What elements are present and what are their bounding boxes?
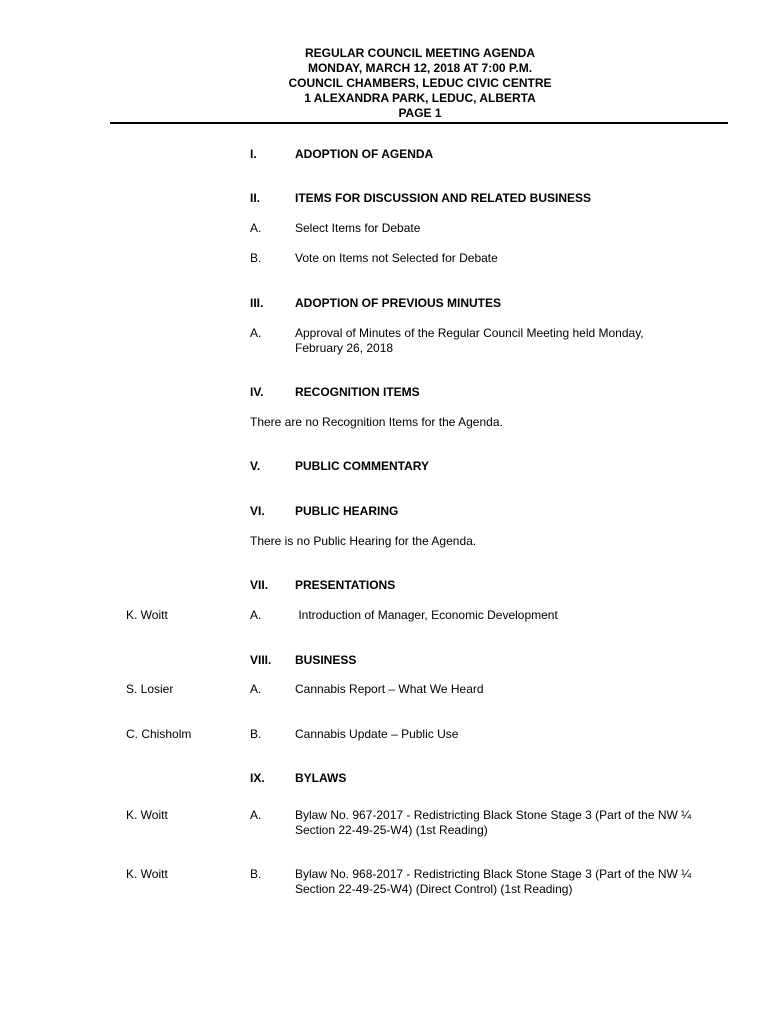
item-letter: B. [250, 727, 262, 741]
header-date: MONDAY, MARCH 12, 2018 AT 7:00 P.M. [307, 61, 533, 75]
section-number: II. [250, 191, 261, 205]
section-title: PUBLIC COMMENTARY [295, 459, 429, 473]
section-title: BUSINESS [295, 653, 357, 667]
header-address: 1 ALEXANDRA PARK, LEDUC, ALBERTA [304, 91, 536, 105]
header-divider [110, 122, 728, 124]
item-letter: B. [250, 867, 262, 881]
header-location: COUNCIL CHAMBERS, LEDUC CIVIC CENTRE [288, 76, 552, 90]
presenter-name: S. Losier [126, 682, 174, 696]
section-title: BYLAWS [295, 771, 347, 785]
item-text-continued: February 26, 2018 [295, 341, 394, 355]
section-title: ADOPTION OF AGENDA [295, 147, 434, 161]
item-letter: A. [250, 326, 262, 340]
item-text: Cannabis Report – What We Heard [295, 682, 484, 696]
header-title: REGULAR COUNCIL MEETING AGENDA [304, 46, 535, 60]
section-number: I. [250, 147, 257, 161]
section-number: IX. [250, 771, 265, 785]
section-number: VIII. [250, 653, 272, 667]
section-number: V. [250, 459, 261, 473]
item-text: Bylaw No. 968-2017 - Redistricting Black Stone Stage 3 (Part of the NW ¼ [295, 867, 692, 881]
item-text-continued: Section 22-49-25-W4) (1st Reading) [295, 823, 488, 837]
item-text: Introduction of Manager, Economic Development [295, 608, 558, 622]
item-text: Vote on Items not Selected for Debate [295, 251, 498, 265]
section-note: There are no Recognition Items for the Agenda. [250, 415, 503, 429]
presenter-name: K. Woitt [126, 608, 168, 622]
section-title: PUBLIC HEARING [295, 504, 399, 518]
item-text: Cannabis Update – Public Use [295, 727, 459, 741]
item-letter: A. [250, 808, 262, 822]
section-number: VI. [250, 504, 265, 518]
header-page: PAGE 1 [398, 106, 442, 120]
item-text: Bylaw No. 967-2017 - Redistricting Black Stone Stage 3 (Part of the NW ¼ [295, 808, 692, 822]
presenter-name: K. Woitt [126, 867, 168, 881]
item-text: Select Items for Debate [295, 221, 421, 235]
presenter-name: C. Chisholm [126, 727, 192, 741]
item-text: Approval of Minutes of the Regular Council Meeting held Monday, [295, 326, 644, 340]
item-letter: B. [250, 251, 262, 265]
item-text-continued: Section 22-49-25-W4) (Direct Control) (1st Reading) [295, 882, 573, 896]
section-number: VII. [250, 578, 269, 592]
agenda-header [110, 46, 730, 121]
section-number: IV. [250, 385, 264, 399]
section-title: PRESENTATIONS [295, 578, 396, 592]
section-title: ADOPTION OF PREVIOUS MINUTES [295, 296, 502, 310]
item-letter: A. [250, 608, 262, 622]
section-title: ITEMS FOR DISCUSSION AND RELATED BUSINESS [295, 191, 592, 205]
section-number: III. [250, 296, 264, 310]
section-note: There is no Public Hearing for the Agenda. [250, 534, 477, 548]
presenter-name: K. Woitt [126, 808, 168, 822]
item-letter: A. [250, 221, 262, 235]
item-letter: A. [250, 682, 262, 696]
section-title: RECOGNITION ITEMS [295, 385, 420, 399]
